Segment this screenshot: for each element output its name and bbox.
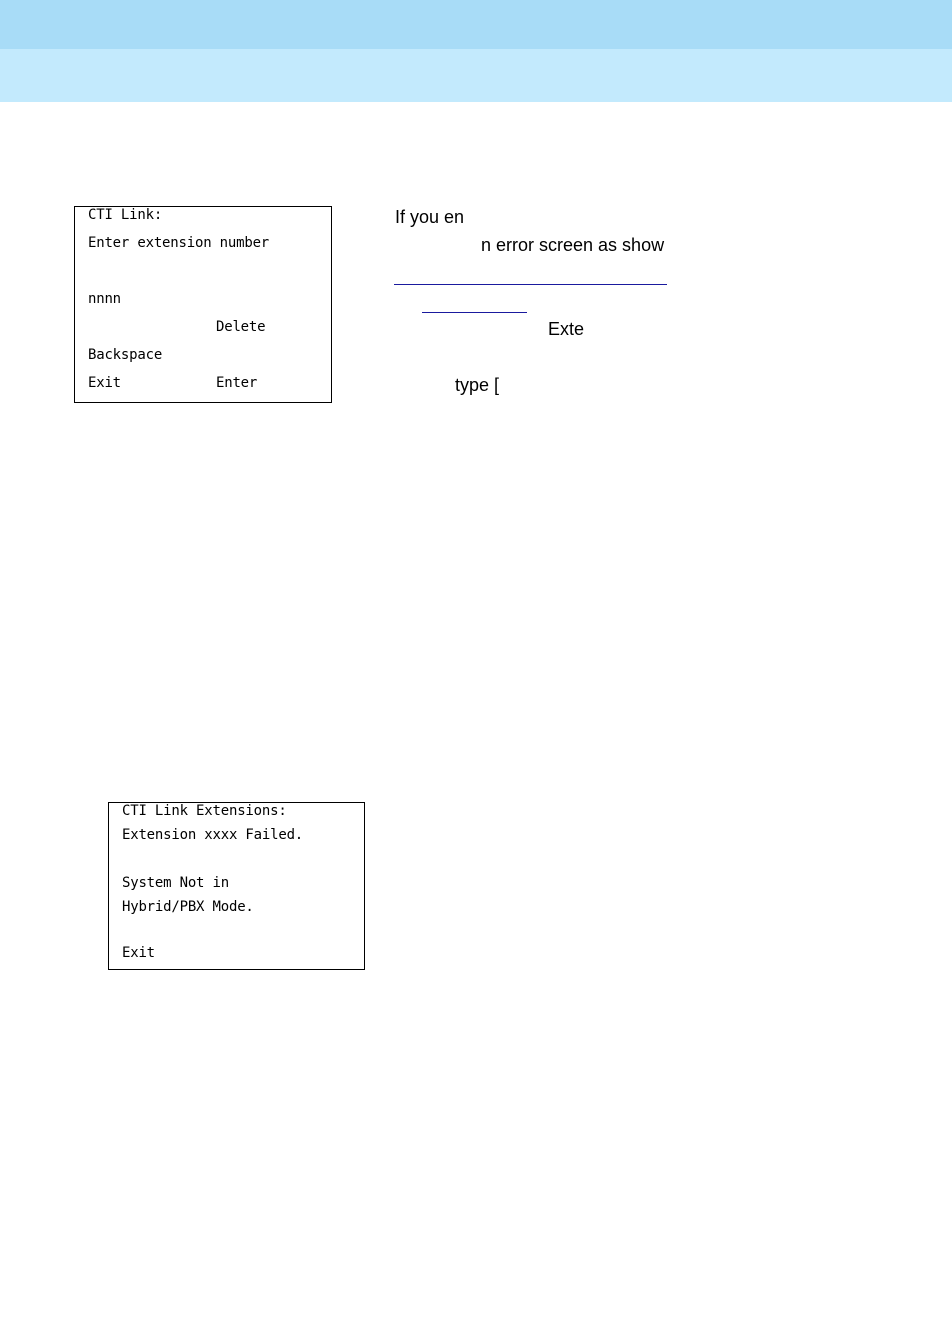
error-message-line-1: Extension xxxx Failed. — [122, 827, 304, 843]
cti-link-error-display — [108, 802, 365, 970]
delete-button[interactable]: Delete — [216, 319, 266, 335]
body-text-fragment-4: type [ — [455, 375, 500, 395]
exit-button[interactable]: Exit — [122, 945, 155, 961]
exit-button[interactable]: Exit — [88, 375, 121, 391]
display-title: CTI Link: — [88, 207, 163, 223]
error-message-line-3: Hybrid/PBX Mode. — [122, 899, 254, 915]
link-underline-1[interactable] — [394, 284, 667, 285]
link-underline-2[interactable] — [422, 312, 527, 313]
header-band-top — [0, 0, 952, 49]
header-band-bottom — [0, 49, 952, 102]
backspace-button[interactable]: Backspace — [88, 347, 163, 363]
body-text-fragment-1: If you en — [395, 207, 465, 227]
body-text-fragment-2: n error screen as show — [481, 235, 665, 255]
error-message-line-2: System Not in — [122, 875, 229, 891]
enter-button[interactable]: Enter — [216, 375, 258, 391]
error-display-title: CTI Link Extensions: — [122, 803, 287, 819]
cti-link-display — [74, 206, 332, 403]
body-text-fragment-3: Exte — [548, 319, 585, 339]
display-prompt: Enter extension number — [88, 235, 270, 251]
extension-input-field[interactable]: nnnn — [88, 291, 121, 307]
